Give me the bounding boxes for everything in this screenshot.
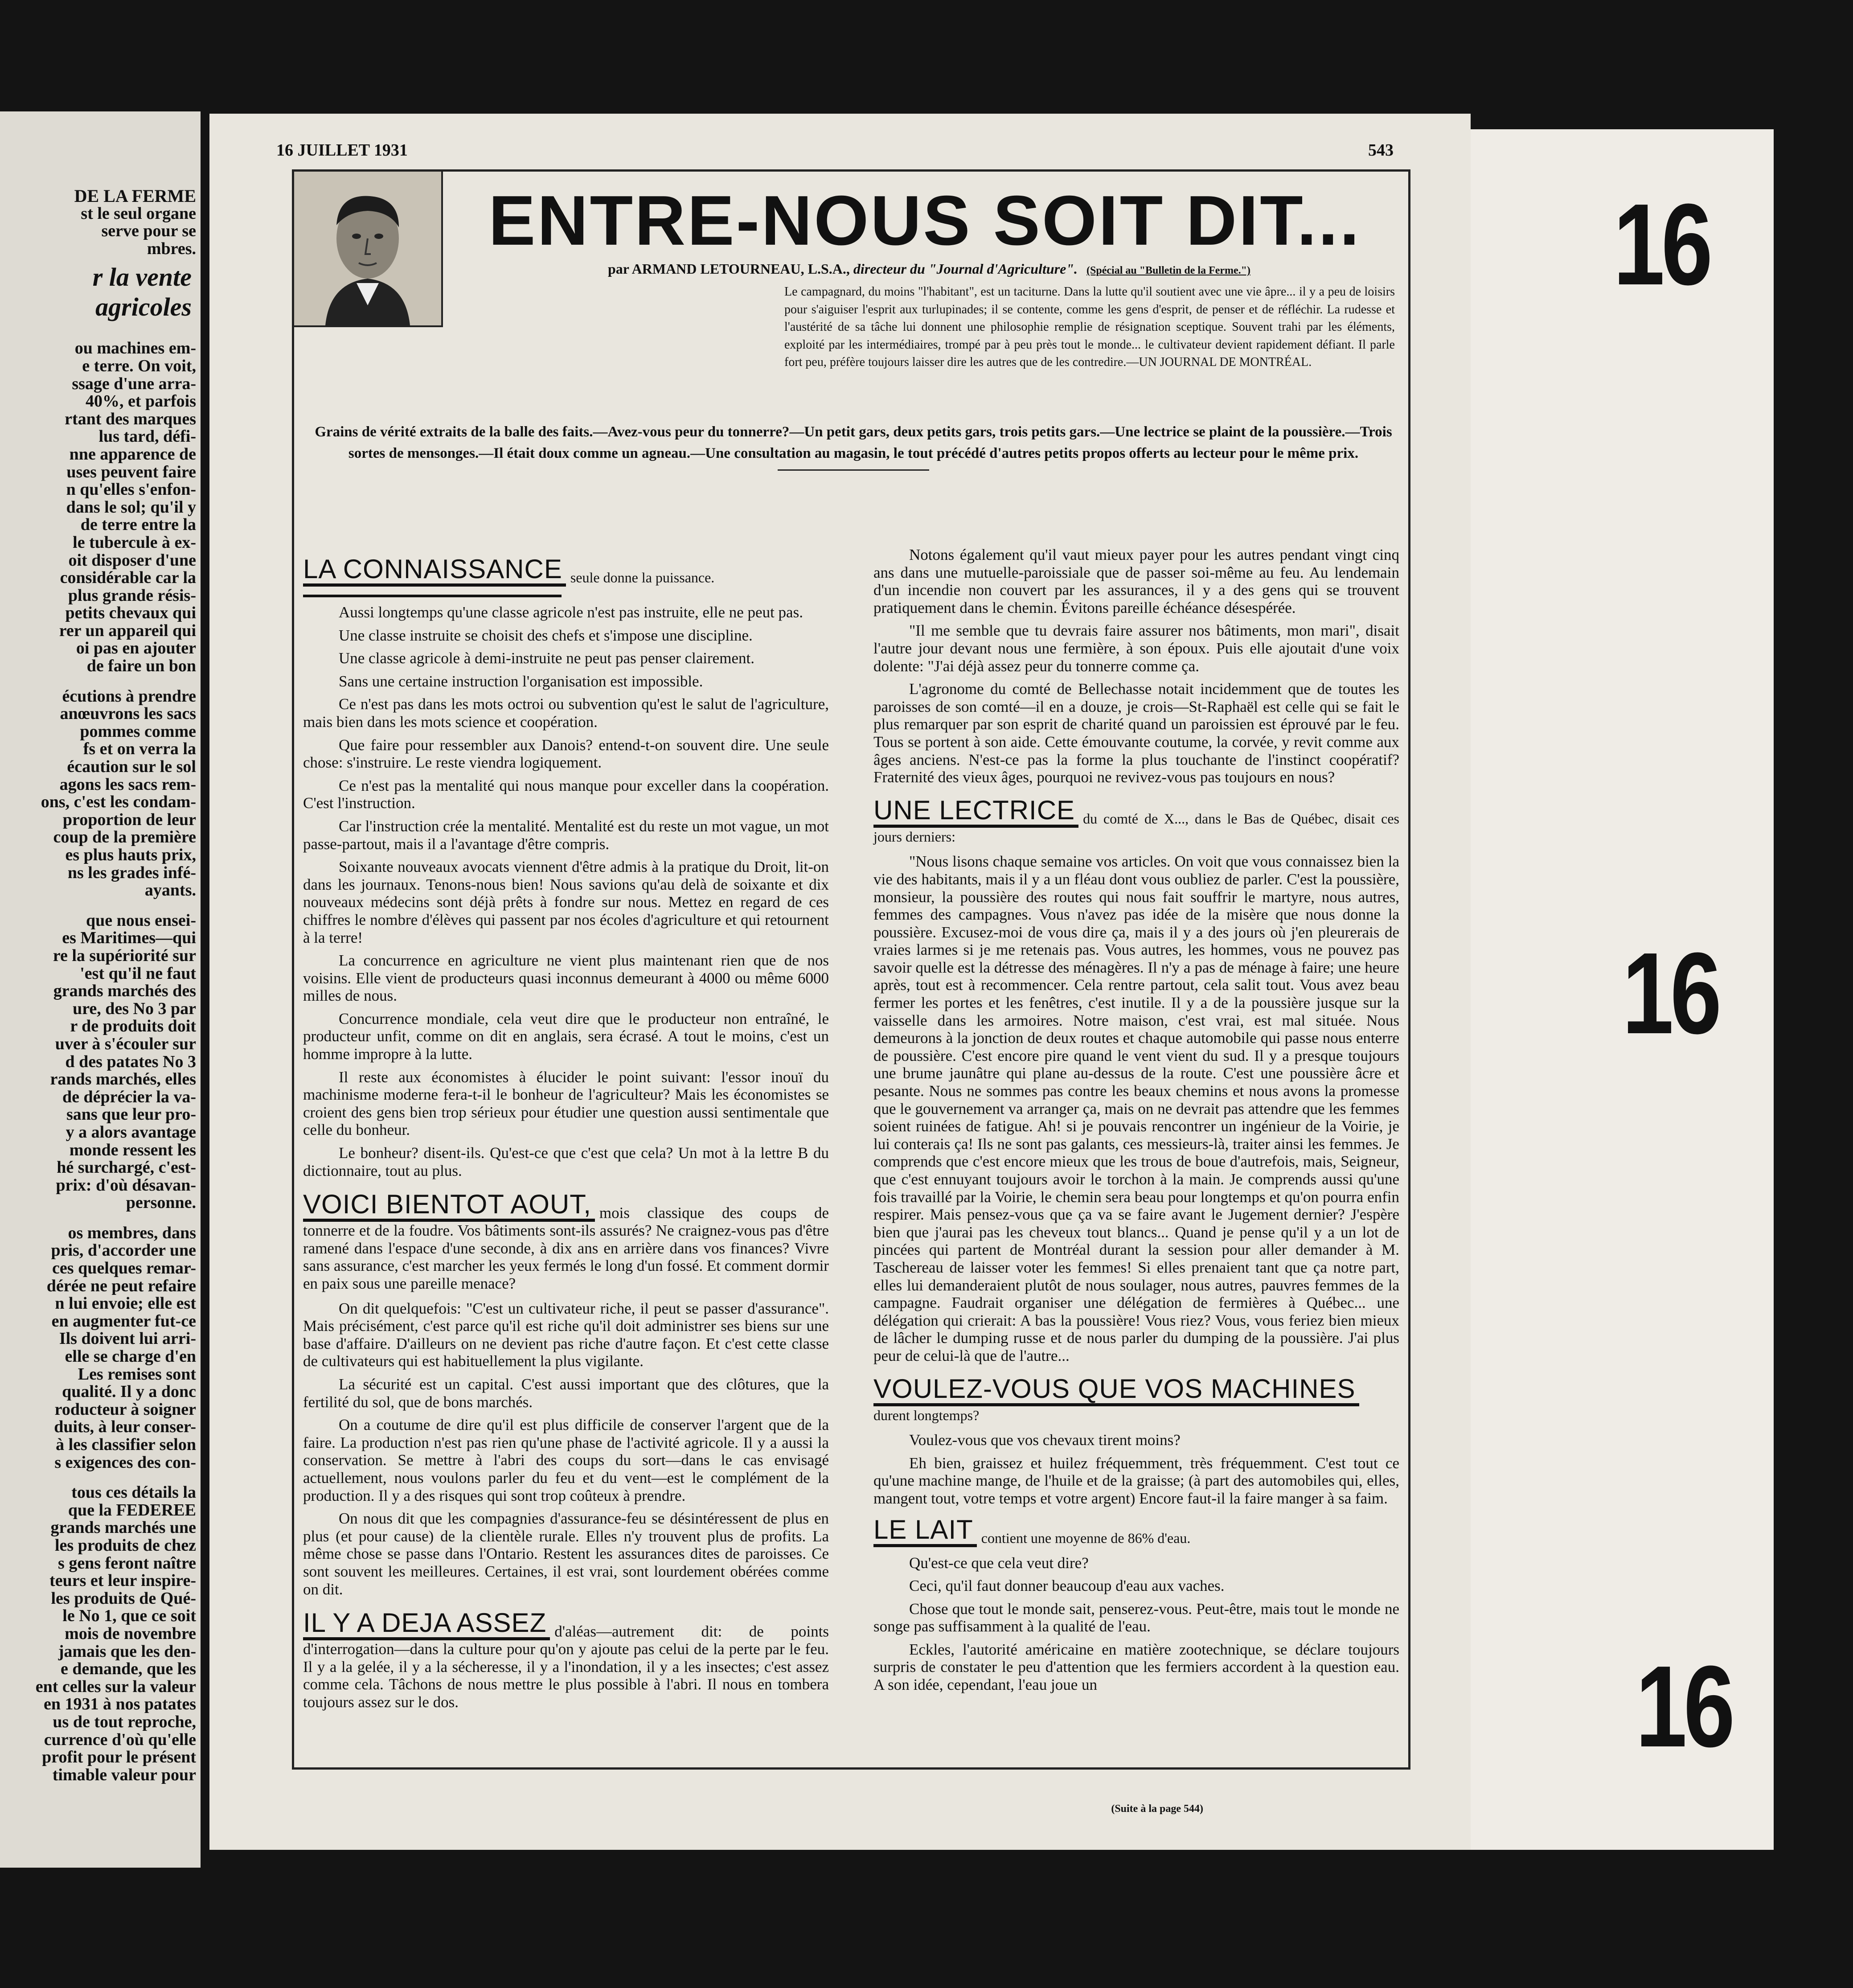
right-column [873,546,1399,1694]
text-line: us de tout reproche, [53,1712,196,1731]
text-line: les produits de Qué- [51,1589,196,1608]
text-line: hé surchargé, c'est- [57,1158,196,1177]
paragraph: Concurrence mondiale, cela veut dire que le producteur non entraîné, le producteur unfit, comme on dit en anglais, sera écrasé. A tout le moins, c'est un homme impropre à la lutte. [303,1010,829,1063]
paragraph: "Nous lisons chaque semaine vos articles. On voit que vous connaissez bien la vie des habitants, mais il y a un fléau dont vous oubliez de parler. C'est la poussière, monsieur, la poussière des routes qui nous fait souffrir le martyre, nous autres, femmes des campagnes. Vous n'avez pas idée de la misère que nous donne la poussière. Excusez-moi de vous dire ça, mais il y a des jours où j'en pleurerais de vraies larmes si je me retenais pas. Vous autres, les hommes, vous ne pouvez pas savoir quelle est la détresse des ménagères. Il n'y a pas de ménage à faire; une heure après, tout est à recommencer. Cela rentre partout, cela salit tout. Vous avez beau fermer les portes et les fenêtres, c'est inutile. Il y a de la poussière jusque sur la vaisselle dans les armoires. Notre maison, c'est vrai, est mal située. Nous demeurons à la jonction de deux routes et chaque automobile qui passe nous enterre de poussière. C'est encore pire quand le vent vient du sud. Il y a presque toujours une brume jaunâtre qui plane au-dessus de la route. C'est une poussière âcre et pesante. Nous ne sommes pas contre les beaux chemins et nous avons la promesse que le gouvernement va arranger ça, mais on ne devrait pas attendre que les femmes soient ruinées de fatigue. Ah! si je pouvais rencontrer un ingénieur de la Voirie, je lui conterais ça! Ils ne sont pas galants, ces messieurs-là, traiter ainsi les femmes. Je comprends que c'est encore mieux que les trous de boue d'autrefois, mais, Seigneur, que c'est ennuyant toujours avoir le torchon à la main. Je comprends aussi qu'une fois travaillé par la Voirie, le chemin sera beau pour longtemps et qu'on pourra enfin respirer. Mais pensez-vous que ça va se faire avant le Jugement dernier? J'espère bien que j'aurai pas les cheveux tout blancs... Quand je pense qu'il y a un lot de pincées qui partent de Montréal durant la session pour aller demander à M. Taschereau de laisser voter les femmes! Si elles prenaient tant que ça notre part, elles lui demanderaient plutôt de nous soulager, nous autres, pauvres femmes de la campagne. Faudrait organiser une délégation de fermières à Québec... une délégation qui crierait: A bas la poussière! Vous riez? Vous, vous feriez bien mieux de lâcher le dumping russe et de nous parler du dumping de la poussière. J'ai plus peur de celui-là que de l'autre... [873,853,1399,1364]
paragraph: Que faire pour ressembler aux Danois? entend-t-on souvent dire. Une seule chose: s'instruire. Le reste viendra logiquement. [303,736,829,772]
paragraph: Chose que tout le monde sait, penserez-vous. Peut-être, mais tout le monde ne songe pas suffisamment à la qualité de l'eau. [873,1600,1399,1635]
text-line: jamais que les den- [58,1642,196,1661]
text-line: rands marchés, elles [50,1070,196,1089]
section-machines-body [873,1431,1399,1507]
text-line: dérée ne peut refaire [46,1276,196,1295]
author-portrait-drawing [294,172,441,325]
frame-number: 16 [1636,1642,1732,1771]
continued-note: (Suite à la page 544) [1111,1803,1203,1815]
paragraph: On dit quelquefois: "C'est un cultivateur riche, il peut se passer d'assurance". Mais précisément, c'est parce qu'il est riche qu'il doit administrer ses biens sur une base d'affaire. D'ailleurs on ne devient pas riche d'autre façon. Et c'est cette classe de cultivateurs qui est habituellement la plus vigilante. [303,1299,829,1370]
text-line: fs et on verra la [83,739,196,759]
text-line: de terre entre la [80,515,196,534]
frame-number: 16 [1613,180,1710,309]
text-line: d des patates No 3 [65,1052,196,1071]
text-line: sans que leur pro- [66,1105,196,1124]
text-line: anœuvrons les sacs [60,704,196,723]
text-line: grands marchés des [53,982,196,1001]
section-connaissance-header [303,555,829,587]
text-line: proportion de leur [62,810,196,829]
text-line: écutions à prendre [62,686,196,706]
text-line: e terre. On voit, [82,356,196,375]
previous-page-fragment [0,111,201,1868]
text-line: agricoles [95,292,192,322]
paragraph: Ce n'est pas la mentalité qui nous manque pour exceller dans la coopération. C'est l'instruction. [303,776,829,812]
paragraph: Une classe instruite se choisit des chefs et s'impose une discipline. [339,626,753,644]
text-line: Ils doivent lui arri- [59,1329,196,1348]
text-line: mbres. [147,239,196,258]
text-line: pommes comme [80,722,196,741]
right-intro-body [873,546,1399,786]
section-assez-header [303,1609,829,1711]
text-line: plus grande résis- [68,586,196,605]
text-line: le No 1, que ce soit [62,1606,196,1626]
text-line: coup de la première [53,828,196,847]
text-line: oi pas en ajouter [76,639,196,658]
section-title: VOICI BIENTOT AOUT, [303,1190,595,1222]
text-line: personne. [126,1193,196,1212]
text-line: rer un appareil qui [59,621,196,640]
text-line: prix: d'où désavan- [56,1175,196,1195]
film-edge-strip [1471,129,1774,1850]
paragraph: Car l'instruction crée la mentalité. Mentalité est du reste un mot vague, un mot passe-partout, mais il a l'avantage d'être compris. [303,817,829,853]
byline-author: par ARMAND LETOURNEAU, L.S.A., [607,261,853,277]
text-line: uver à s'écouler sur [55,1034,196,1053]
text-line: e demande, que les [61,1659,196,1679]
text-line: ns les grades infé- [67,863,196,882]
paragraph: Aussi longtemps qu'une classe agricole n'est pas instruite, elle ne peut pas. [339,604,803,621]
text-line: profit pour le présent [42,1748,196,1767]
paragraph: Une classe agricole à demi-instruite ne peut pas penser clairement. [339,649,754,667]
intro-quote: Le campagnard, du moins "l'habitant", est un taciturne. Dans la lutte qu'il soutient avec une vie âpre... il y a peu de loisirs pour s'aiguiser l'esprit aux turlupinades; il se contente, comme les gens d'esprit, de penser et de réfléchir. La rudesse et l'austérité de sa tâche lui donnent une philosophie remplie de résignation sceptique. Souvent trahi par les éléments, exploité par les intermédiaires, trompé par à peu près tout le monde... le cultivateur devient rapidement défiant. Il parle fort peu, préfère toujours laisser dire les autres que de les contredire.—UN JOURNAL DE MONTRÉAL. [784,285,1395,370]
text-line: r la vente [92,263,192,292]
section-lait-header [873,1516,1399,1547]
section-machines-header [873,1375,1399,1425]
text-line: Les remises sont [78,1364,196,1384]
section-lede: du comté de X..., dans le Bas de Québec, disait ces jours derniers: [873,810,1399,845]
section-aout-body [303,1300,829,1598]
article-frame [292,169,1410,1815]
text-line: re la supériorité sur [53,946,196,965]
text-line: teurs et leur inspire- [49,1571,196,1590]
text-line: uses peuvent faire [66,462,196,481]
paragraph: Eckles, l'autorité américaine en matière zootechnique, se déclare toujours surpris de constater le peu d'attention que les fermiers accordent à la question eau. A son idée, cependant, l'eau joue un [873,1640,1399,1694]
text-line: grands marchés une [50,1518,196,1537]
section-lede: durent longtemps? [873,1407,980,1423]
section-aout-header [303,1190,829,1292]
section-lede: d'aléas—autrement dit: de points d'interrogation—dans la culture pour qu'on y ajoute pas celui de la perte par le feu. Il y a la gelée, il y a la sécheresse, il y a l'inondation, il y a les insectes; c'est assez comme cela. Tâchons de nous mettre le plus possible à l'abri. Il nous en tombera toujours assez sur le dos. [303,1622,829,1711]
text-line: en augmenter fut-ce [51,1311,196,1331]
text-line: monde ressent les [69,1140,196,1159]
text-line: st le seul organe [81,204,196,223]
text-line: es plus hauts prix, [65,846,196,864]
page-number: 543 [1368,141,1394,160]
paragraph: On nous dit que les compagnies d'assurance-feu se désintéressent de plus en plus (et pour cause) de la clientèle rurale. Elles n'y trouvent plus de profits. La même chose se passe dans l'Ontario. Restent les assurances dites de paroisses. Ce sont souvent les meilleures. Certaines, il est vrai, sont lourdement obérées comme on dit. [303,1510,829,1598]
byline-special: (Spécial au "Bulletin de la Ferme.") [1086,265,1250,276]
text-line: les produits de chez [54,1536,196,1555]
text-line: ou machines em- [74,339,196,358]
text-line: de déprécier la va- [62,1087,196,1106]
text-line: ayants. [144,881,196,900]
text-line [0,675,201,688]
text-line: ces quelques remar- [52,1259,196,1278]
text-line: roducteur à soigner [54,1400,196,1419]
paragraph: On a coutume de dire qu'il est plus difficile de conserver l'argent que de la faire. La production n'est pas rien qu'une phase de l'activité agricole. Il y a aussi la conservation. Se mettre à l'abri des coups du sort—dans le cas envisagé actuellement, nous voulons parler du feu et du vent—est le complément de la production. Il y a des risques qui sont trop coûteux à prendre. [303,1416,829,1504]
text-line: qualité. Il y a donc [62,1382,196,1401]
text-line: 'est qu'il ne faut [80,964,196,983]
section-lede: mois classique des coups de tonnerre et de la foudre. Vos bâtiments sont-ils assurés? Ne craignez-vous pas d'être ramené dans l'espace d'une seconde, à dix ans en arrière dans vos finances? Vivre sans assurance, c'est marcher les yeux fermés le long d'un fossé. Et comment dormir en paix sous une pareille menace? [303,1204,829,1292]
paragraph: L'agronome du comté de Bellechasse notait incidemment que de toutes les paroisses de son comté—il en a douze, je crois—St-Raphaël est celle qui se fait le plus remarquer par son esprit de charité quand un paroissien est éprouvé par le feu. Tous se portent à son aide. Cette émouvante coutume, la corvée, y revit comme aux âges anciens. N'est-ce pas la forme la plus touchante de l'instinct coopératif? Fraternité des vieux âges, pourquoi ne revivez-vous pas toujours en nous? [873,680,1399,786]
article-title: ENTRE-NOUS SOIT DIT... [488,181,1361,260]
text-line: que nous ensei- [86,911,196,930]
text-line: ssage d'une arra- [72,374,196,393]
author-portrait [294,172,443,327]
left-running-head: DE LA FERME [74,186,196,206]
text-line: timable valeur pour [52,1765,196,1784]
section-lait-body [873,1554,1399,1694]
text-line: tous ces détails la [71,1483,196,1502]
paragraph: Soixante nouveaux avocats viennent d'être admis à la pratique du Droit, lit-on dans les journaux. Tenons-nous bien! Nous savions qu'au delà de soixante et dix nouveaux médecins sont déjà prêts à fondre sur nous. Mettez en regard de ces chiffres le nombre d'élèves qui passent par nos écoles d'agriculture et qui retournent à la terre! [303,858,829,946]
text-line: s exigences des con- [54,1453,196,1472]
text-line: en 1931 à nos patates [43,1695,196,1714]
section-title: IL Y A DEJA ASSEZ [303,1609,550,1640]
text-line: de faire un bon [86,657,196,676]
text-line: ure, des No 3 par [73,999,196,1018]
text-line [0,1212,201,1224]
summary-deck: Grains de vérité extraits de la balle des faits.—Avez-vous peur du tonnerre?—Un petit gars, deux petits gars, trois petits gars.—Une lectrice se plaint de la poussière.—Trois sortes de mensonges.—Il était doux comme un agneau.—Une consultation au magasin, le tout précédé d'autres petits propos offerts au lecteur pour le même prix. [303,421,1404,471]
section-title: UNE LECTRICE [873,796,1078,828]
text-line: es Maritimes—qui [62,928,196,948]
text-line: r de produits doit [70,1017,196,1036]
text-line: 40%, et parfois [85,392,196,411]
text-line: ent celles sur la valeur [35,1677,196,1696]
section-title: VOULEZ-VOUS QUE VOS MACHINES [873,1375,1359,1406]
text-line: à les classifier selon [56,1435,196,1454]
left-column [303,546,829,1718]
text-line: ons, c'est les condam- [41,793,196,812]
section-title: LE LAIT [873,1516,977,1547]
paragraph: La sécurité est un capital. C'est aussi important que des clôtures, que la fertilité du sol, que de bons marchés. [303,1375,829,1411]
text-line: serve pour se [101,222,196,241]
text-line: n qu'elles s'enfon- [66,480,196,499]
text-line: mois de novembre [65,1624,196,1643]
paragraph: Il reste aux économistes à élucider le point suivant: l'essor inouï du machinisme moderne fera-t-il le bonheur de l'agriculteur? Mais les économistes se croient des gens bien trop sérieux pour étudier une question aussi sentimentale que celle du bonheur. [303,1068,829,1139]
text-line: elle se charge d'en [65,1347,196,1366]
paragraph: Sans une certaine instruction l'organisation est impossible. [339,672,703,690]
text-line: n lui envoie; elle est [55,1294,196,1313]
section-lede: contient une moyenne de 86% d'eau. [981,1529,1191,1546]
paragraph: Qu'est-ce que cela veut dire? [909,1554,1089,1572]
paragraph: Le bonheur? disent-ils. Qu'est-ce que c'est que cela? Un mot à la lettre B du dictionnaire, tout au plus. [303,1144,829,1179]
text-line: lus tard, défi- [98,427,196,446]
paragraph: Eh bien, graissez et huilez fréquemment, très fréquemment. C'est tout ce qu'une machine mange, de l'huile et de la graisse; (à part des automobiles qui, elles, mangent tout, votre temps et votre argent) Encore faut-il la faire manger à sa faim. [873,1454,1399,1507]
section-lede: seule donne la puissance. [570,569,715,586]
text-line: petits chevaux qui [65,604,196,623]
left-top-lines [0,205,201,258]
section-title: LA CONNAISSANCE [303,555,566,587]
section-lectrice-body [873,853,1399,1364]
frame-number: 16 [1622,929,1718,1058]
text-line: dans le sol; qu'il y [66,497,196,517]
text-line: nne apparence de [69,444,196,464]
byline [450,261,1408,277]
paragraph: Ce n'est pas dans les mots octroi ou subvention qu'est le salut de l'agriculture, mais bien dans les mots science et coopération. [303,695,829,731]
section-rule [303,595,562,597]
text-line: écaution sur le sol [67,757,196,776]
paragraph: "Il me semble que tu devrais faire assurer nos bâtiments, mon mari", disait l'autre jour devant nous une fermière, à son époux. Puis elle ajoutait d'une voix dolente: "J'ai déjà assez peur du tonnerre comme ça. [873,622,1399,675]
section-connaissance-body [303,604,829,1179]
text-line: pris, d'accorder une [51,1241,196,1260]
text-line: le tubercule à ex- [73,533,196,552]
left-title [0,262,201,322]
text-line: os membres, dans [68,1223,196,1242]
paragraph: Notons également qu'il vaut mieux payer pour les autres pendant vingt cinq ans dans une mutuelle-paroissiale que de passer soi-même au feu. Au lendemain d'un incendie non couvert par les assurances, il y a des gens qui se trouvent pratiquement dans le chemin. Évitons pareille échéance désespérée. [873,546,1399,616]
paragraph: La concurrence en agriculture ne vient plus maintenant rien que de nos voisins. Elle vient de producteurs quasi inconnus demeurant à 4000 ou même 6000 milles de nous. [303,952,829,1005]
text-line: y a alors avantage [66,1122,196,1142]
page-date: 16 JUILLET 1931 [276,141,408,160]
section-lectrice-header [873,796,1399,846]
text-line: agons les sacs rem- [59,775,196,794]
text-line: currence d'où qu'elle [44,1730,196,1749]
text-line [0,900,201,912]
text-line: s gens feront naître [58,1553,196,1573]
text-line: considérable car la [60,568,196,587]
paragraph: Ceci, qu'il faut donner beaucoup d'eau aux vaches. [909,1577,1225,1595]
text-line: duits, à leur conser- [54,1417,196,1437]
left-column-lines [0,340,201,1784]
text-line: rtant des marques [65,409,196,428]
byline-role: directeur du "Journal d'Agriculture". [853,261,1078,277]
main-page [209,114,1471,1850]
text-line: que la FEDEREE [68,1500,196,1520]
text-line [0,1471,201,1484]
paragraph: Voulez-vous que vos chevaux tirent moins? [909,1431,1181,1449]
text-line: oit disposer d'une [68,550,196,570]
